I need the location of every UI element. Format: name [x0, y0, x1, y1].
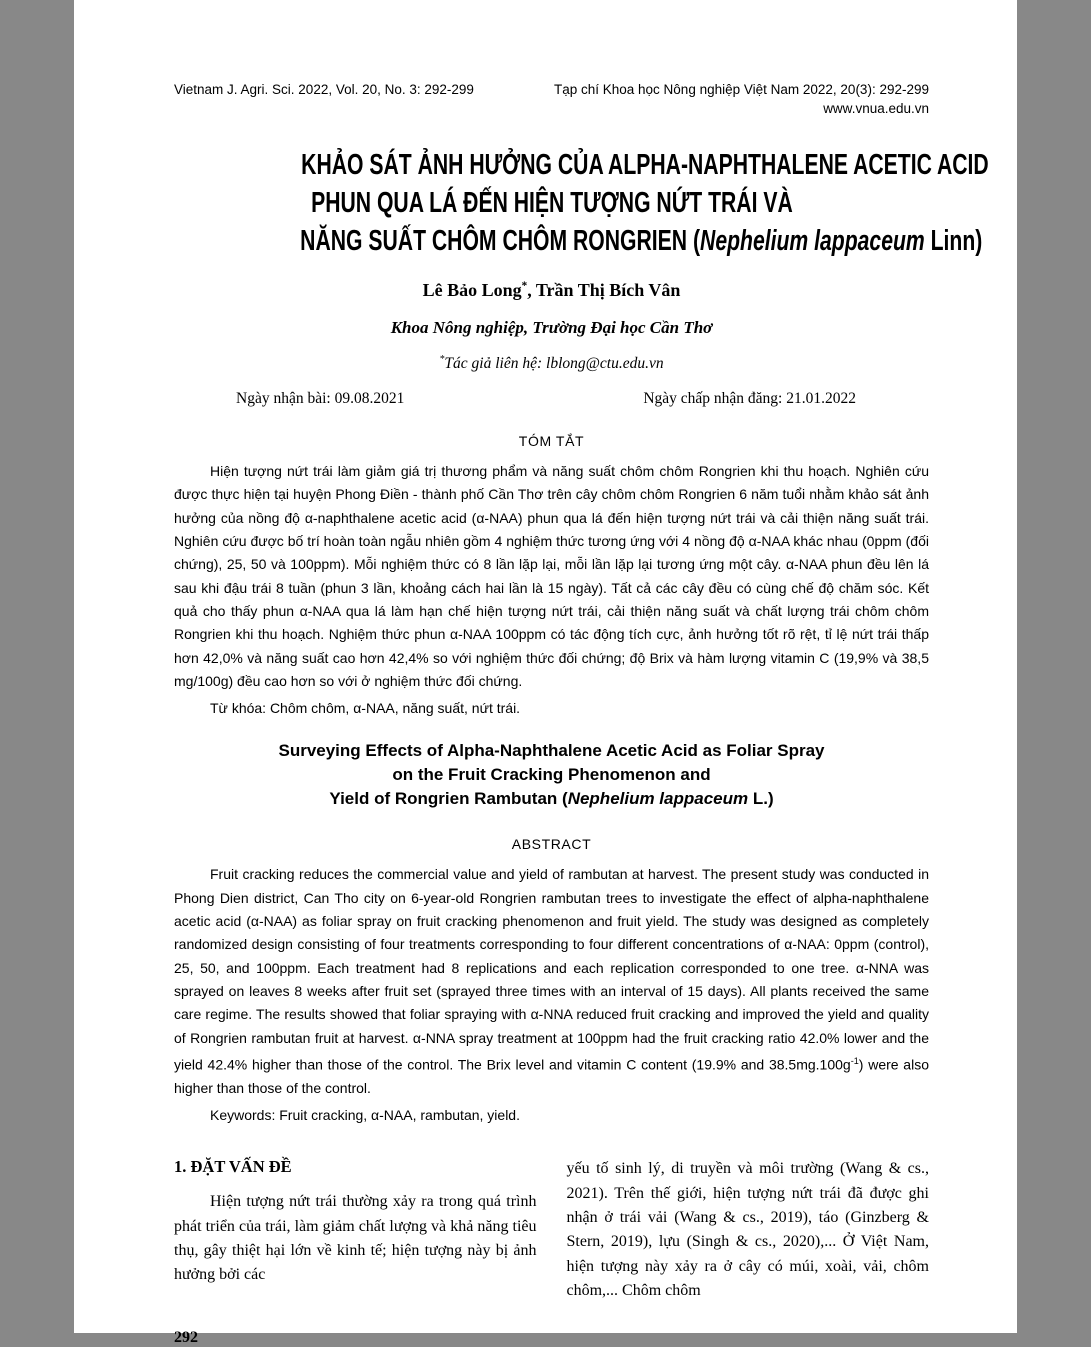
- dates-line: [174, 390, 929, 408]
- journal-citation-vi: [554, 80, 929, 118]
- keywords-en: Keywords: Fruit cracking, α-NAA, rambutan, yield.: [210, 1107, 520, 1124]
- authors-line: [174, 280, 929, 301]
- corresponding-author-marker: *: [521, 280, 528, 292]
- affiliation-line: Khoa Nông nghiệp, Trường Đại học Cần Thơ: [390, 318, 713, 337]
- title-en-line3: Yield of Rongrien Rambutan (Nephelium lappaceum L.): [329, 789, 774, 809]
- keywords-vi: Từ khóa: Chôm chôm, α-NAA, năng suất, nứt trái.: [210, 700, 521, 717]
- journal-citation-en: Vietnam J. Agri. Sci. 2022, Vol. 20, No. 3: 292-299: [174, 82, 474, 97]
- section-1-paragraph-right: yếu tố sinh lý, di truyền và môi trường (Wang & cs., 2021). Trên thế giới, hiện tượng nứt trái đã được ghi nhận ở trái vải (Wang & cs., 2019), táo (Ginzberg & Stern, 2019), lựu (Singh & cs., 2020),... Ở Việt Nam, hiện tượng này xảy ra ở cây có múi, xoài, vải, chôm chôm,... Chôm chôm: [566, 1160, 929, 1299]
- abstract-en-heading: ABSTRACT: [511, 836, 592, 853]
- abstract-en-body: Fruit cracking reduces the commercial value and yield of rambutan at harvest. The present study was conducted in Phong Dien district, Can Tho city on 6-year-old Rongrien rambutan trees to investigate the effect of alpha-naphthalene acetic acid (α-NAA) as foliar spray on fruit cracking phenomenon and fruit yield. The study was designed as completely randomized design consisting of four treatments corresponding to four different concentrations of α-NAA: 0ppm (control), 25, 50, and 100ppm. Each treatment had 8 replications and each replication corresponded to one tree. α-NNA was sprayed on leaves 8 weeks after fruit set (sprayed three times with an interval of 15 days). All plants received the same care regime. The results showed that foliar spraying with α-NNA reduced fruit cracking and improved the yield and quality of Rongrien rambutan fruit at harvest. α-NNA spray treatment at 100ppm had the fruit cracking ratio 42.0% lower and the yield 42.4% higher than those of the control. The Brix level and vitamin C content (19.9% and $38.5mg.100g^{-1}$) were also higher than those of the control.: [174, 866, 929, 1096]
- correspondence-line: [174, 354, 929, 373]
- author-2: , Trần Thị Bích Vân: [527, 280, 681, 300]
- correspondence-marker: *: [439, 354, 445, 365]
- article-title-en: [174, 739, 929, 811]
- journal-citation-vi-line: Tạp chí Khoa học Nông nghiệp Việt Nam 2022, 20(3): 292-299: [553, 82, 929, 97]
- author-1: Lê Bảo Long: [422, 280, 522, 300]
- article-title-vi: [174, 146, 989, 260]
- abstract-vi-body: Hiện tượng nứt trái làm giảm giá trị thương phẩm và năng suất chôm chôm Rongrien khi thu hoạch. Nghiên cứu được thực hiện tại huyện Phong Điền - thành phố Cần Thơ trên cây chôm chôm Rongrien 6 năm tuổi nhằm khảo sát ảnh hưởng của nồng độ α-naphthalene acetic acid (α-NAA) phun qua lá đến hiện tượng nứt trái và cải thiện năng suất trái. Nghiên cứu được bố trí hoàn toàn ngẫu nhiên gồm 4 nghiệm thức tương ứng với 4 nồng độ α-NAA khác nhau (0ppm (đối chứng), 25, 50 và 100ppm). Mỗi nghiệm thức có 8 lần lặp lại, mỗi lần lặp lại tương ứng một cây. α-NAA phun đều lên lá sau khi đậu trái 8 tuần (phun 3 lần, khoảng cách hai lần là 15 ngày). Tất cả các cây đều có cùng chế độ chăm sóc. Kết quả cho thấy phun α-NAA qua lá làm hạn chế hiện tượng nứt trái, cải thiện năng suất và chất lượng trái chôm chôm Rongrien khi thu hoạch. Nghiệm thức phun α-NAA 100ppm có tác động tích cực, ảnh hưởng tốt rõ rệt, tỉ lệ nứt trái thấp hơn 42,0% và năng suất cao hơn 42,4% so với nghiệm thức đối chứng; độ Brix và hàm lượng vitamin C (19,9% và 38,5 mg/100g) đều cao hơn so với ở nghiệm thức đối chứng.: [174, 463, 929, 689]
- title-vi-line1: KHẢO SÁT ẢNH HƯỞNG CỦA ALPHA-NAPHTHALENE ACETIC ACID: [301, 149, 989, 181]
- page-number: 292: [174, 1329, 198, 1347]
- journal-website: www.vnua.edu.vn: [823, 101, 929, 116]
- title-en-line2: on the Fruit Cracking Phenomenon and: [392, 765, 711, 785]
- received-date: Ngày nhận bài: 09.08.2021: [236, 390, 405, 408]
- title-vi-line2: PHUN QUA LÁ ĐẾN HIỆN TƯỢNG NỨT TRÁI VÀ: [310, 187, 793, 219]
- left-column: [174, 1157, 537, 1303]
- superscript-exponent: -1: [850, 1055, 859, 1066]
- species-name-vi: Nephelium lappaceum: [700, 225, 925, 257]
- accepted-date: Ngày chấp nhận đăng: 21.01.2022: [643, 390, 856, 408]
- abstract-vi-heading: TÓM TẮT: [518, 433, 585, 450]
- section-1-paragraph-left: Hiện tượng nứt trái thường xảy ra trong quá trình phát triển của trái, làm giảm chất lượng và khả năng tiêu thụ, gây thiệt hại lớn về kinh tế; hiện tượng này bị ảnh hưởng bởi các: [174, 1193, 537, 1284]
- journal-header: [174, 80, 929, 118]
- title-vi-line3: NĂNG SUẤT CHÔM CHÔM RONGRIEN (Nephelium lappaceum Linn): [300, 225, 983, 257]
- right-column: [567, 1157, 930, 1303]
- title-en-line1: Surveying Effects of Alpha-Naphthalene Acetic Acid as Foliar Spray: [278, 741, 825, 761]
- two-column-body: [174, 1157, 929, 1303]
- paper-page: [74, 0, 1017, 1347]
- species-name-en: Nephelium lappaceum: [567, 789, 749, 809]
- section-1-heading: 1. ĐẶT VẤN ĐỀ: [174, 1157, 292, 1177]
- correspondence-text: Tác giả liên hệ: lblong@ctu.edu.vn: [444, 355, 664, 373]
